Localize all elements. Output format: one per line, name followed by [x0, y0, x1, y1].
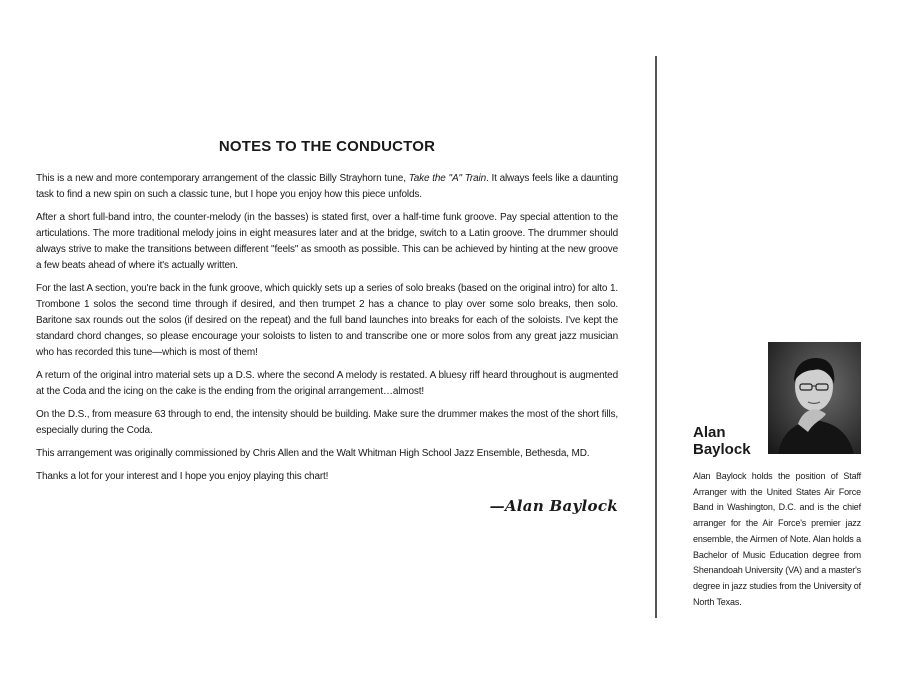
notes-paragraph-3: For the last A section, you're back in the funk groove, which quickly sets up a series of solo breaks (based on the original intro) for alto 1. Trombone 1 solos the second time through if desired, and then trumpet 2 has a chance to play over some solo breaks, then solo. Baritone sax rounds out the solos (if desired on the repeat) and the full band launches into breaks for each of the soloists. I've kept the standard chord changes, so please encourage your soloists to listen to and transcribe one or more solos from any great jazz musician who has recorded this tune—which is most of them! [36, 283, 618, 358]
notes-paragraph-1 [36, 171, 618, 203]
notes-paragraph-6: This arrangement was originally commissioned by Chris Allen and the Walt Whitman High School Jazz Ensemble, Bethesda, MD. [36, 448, 590, 459]
author-first-name: Alan [693, 424, 726, 441]
author-portrait-image [768, 342, 861, 454]
author-photo [768, 342, 861, 454]
author-bio: Alan Baylock holds the position of Staff Arranger with the United States Air Force Band in Washington, D.C. and is the chief arranger for the Air Force's premier jazz ensemble, the Airmen of Note. Alan holds a Bachelor of Music Education degree from Shenandoah University (VA) and a master's degree in jazz studies from the University of North Texas. [693, 471, 861, 607]
author-last-name: Baylock [693, 441, 751, 458]
notes-paragraph-4: A return of the original intro material sets up a D.S. where the second A melody is restated. A bluesy riff heard throughout is augmented at the Coda and the icing on the cake is the ending from the original arrangement…almost! [36, 370, 618, 397]
notes-paragraph-2: After a short full-band intro, the counter-melody (in the basses) is stated first, over a half-time funk groove. Pay special attention to the articulations. The more traditional melody joins in eight measures later and at the bridge, switch to a Latin groove. The drummer should always strive to make the transitions between different "feels" as smooth as possible. This can be achieved by hinting at the new groove a few beats ahead of where it's actually written. [36, 212, 618, 271]
tune-title: Take the "A" Train [408, 173, 486, 184]
column-divider [655, 56, 657, 618]
notes-paragraph-5: On the D.S., from measure 63 through to end, the intensity should be building. Make sure the drummer makes the most of the short fills, especially during the Coda. [36, 409, 618, 436]
author-name [693, 424, 751, 458]
signature: —Alan Baylock [489, 497, 618, 515]
notes-section [36, 138, 618, 515]
p1-text-end: . It always feels like a daunting task to find a new spin on such a classic tune, but I hope you enjoy how this piece unfolds. [36, 173, 618, 200]
notes-paragraph-7: Thanks a lot for your interest and I hope you enjoy playing this chart! [36, 471, 329, 482]
p1-text-start: This is a new and more contemporary arrangement of the classic Billy Strayhorn tune, [36, 173, 409, 184]
notes-title: NOTES TO THE CONDUCTOR [218, 138, 436, 155]
